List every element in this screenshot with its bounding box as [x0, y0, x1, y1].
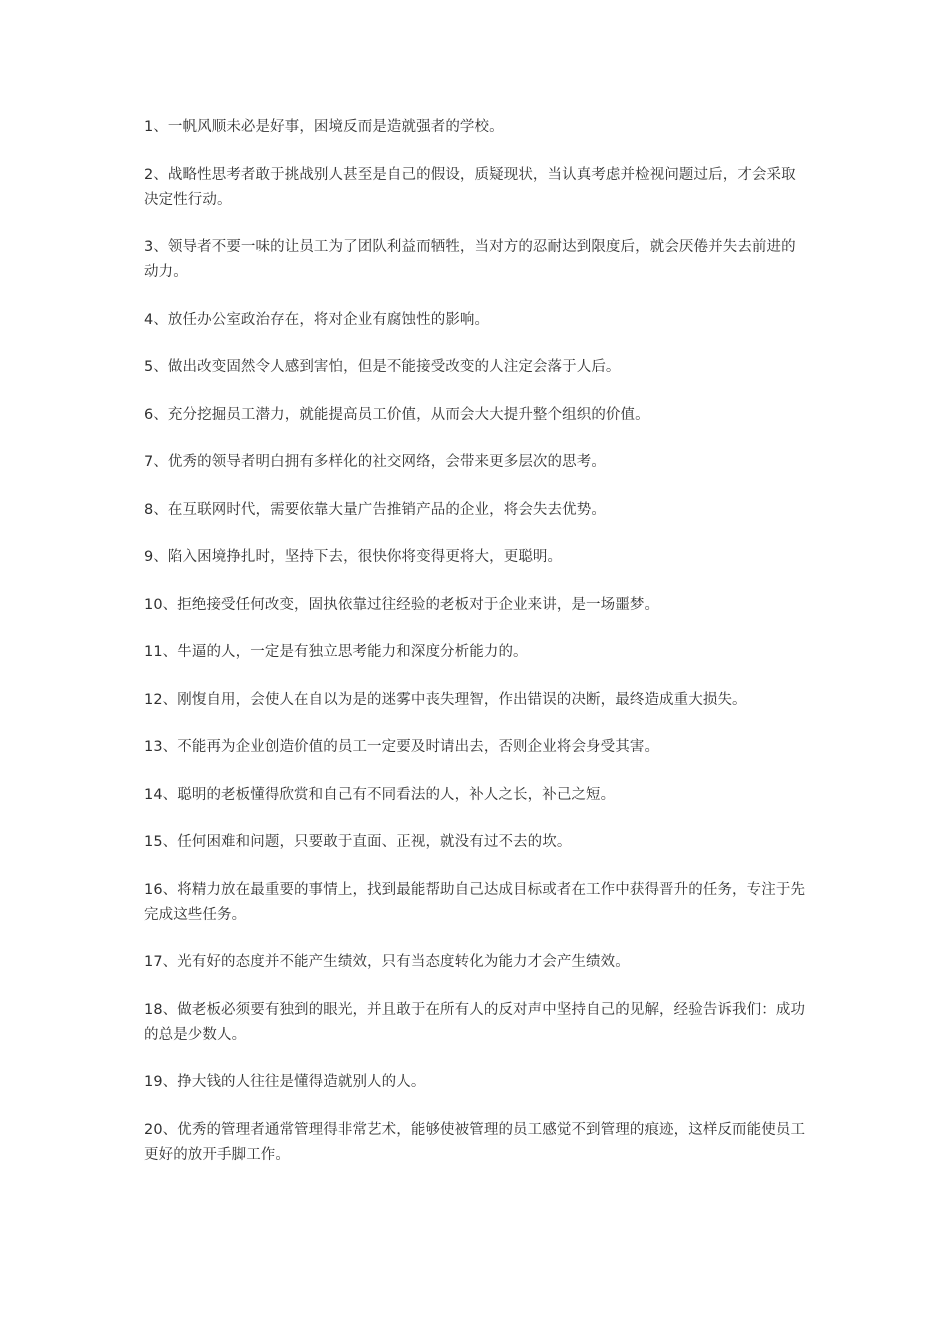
- list-item: 16、将精力放在最重要的事情上，找到最能帮助自己达成目标或者在工作中获得晋升的任务，专注于先完成这些任务。: [144, 881, 806, 923]
- list-item: 20、优秀的管理者通常管理得非常艺术，能够使被管理的员工感觉不到管理的痕迹，这样反而能使员工更好的放开手脚工作。: [144, 1121, 806, 1163]
- list-item: 12、刚愎自用，会使人在自以为是的迷雾中丧失理智，作出错误的决断，最终造成重大损失。: [144, 691, 747, 708]
- list-item: 7、优秀的领导者明白拥有多样化的社交网络，会带来更多层次的思考。: [144, 454, 606, 470]
- list-item: 18、做老板必须要有独到的眼光，并且敢于在所有人的反对声中坚持自己的见解，经验告诉我们：成功的总是少数人。: [144, 1001, 806, 1043]
- list-item: 14、聪明的老板懂得欣赏和自己有不同看法的人，补人之长，补己之短。: [144, 786, 616, 803]
- list-item: 11、牛逼的人，一定是有独立思考能力和深度分析能力的。: [144, 644, 528, 660]
- list-item: 1、一帆风顺未必是好事，困境反而是造就强者的学校。: [144, 119, 504, 135]
- list-item: 5、做出改变固然令人感到害怕，但是不能接受改变的人注定会落于人后。: [144, 359, 621, 375]
- list-item: 13、不能再为企业创造价值的员工一定要及时请出去，否则企业将会身受其害。: [144, 739, 660, 755]
- list-item: 6、充分挖掘员工潜力，就能提高员工价值，从而会大大提升整个组织的价值。: [144, 406, 650, 423]
- list-item: 19、挣大钱的人往往是懂得造就别人的人。: [144, 1074, 426, 1090]
- document-body: [144, 115, 810, 1190]
- list-item: 8、在互联网时代，需要依靠大量广告推销产品的企业，将会失去优势。: [144, 501, 606, 518]
- list-item: 10、拒绝接受任何改变，固执依靠过往经验的老板对于企业来讲，是一场噩梦。: [144, 596, 660, 613]
- list-item: 3、领导者不要一味的让员工为了团队利益而牺牲，当对方的忍耐达到限度后，就会厌倦并失去前进的动力。: [144, 239, 796, 280]
- list-item: 15、任何困难和问题，只要敢于直面、正视，就没有过不去的坎。: [144, 834, 572, 850]
- list-item: 17、光有好的态度并不能产生绩效，只有当态度转化为能力才会产生绩效。: [144, 954, 630, 970]
- list-item: 2、战略性思考者敢于挑战别人甚至是自己的假设，质疑现状，当认真考虑并检视问题过后，才会采取决定性行动。: [144, 166, 796, 208]
- list-item: 9、陷入困境挣扎时，坚持下去，很快你将变得更将大，更聪明。: [144, 549, 563, 565]
- list-item: 4、放任办公室政治存在，将对企业有腐蚀性的影响。: [144, 311, 490, 328]
